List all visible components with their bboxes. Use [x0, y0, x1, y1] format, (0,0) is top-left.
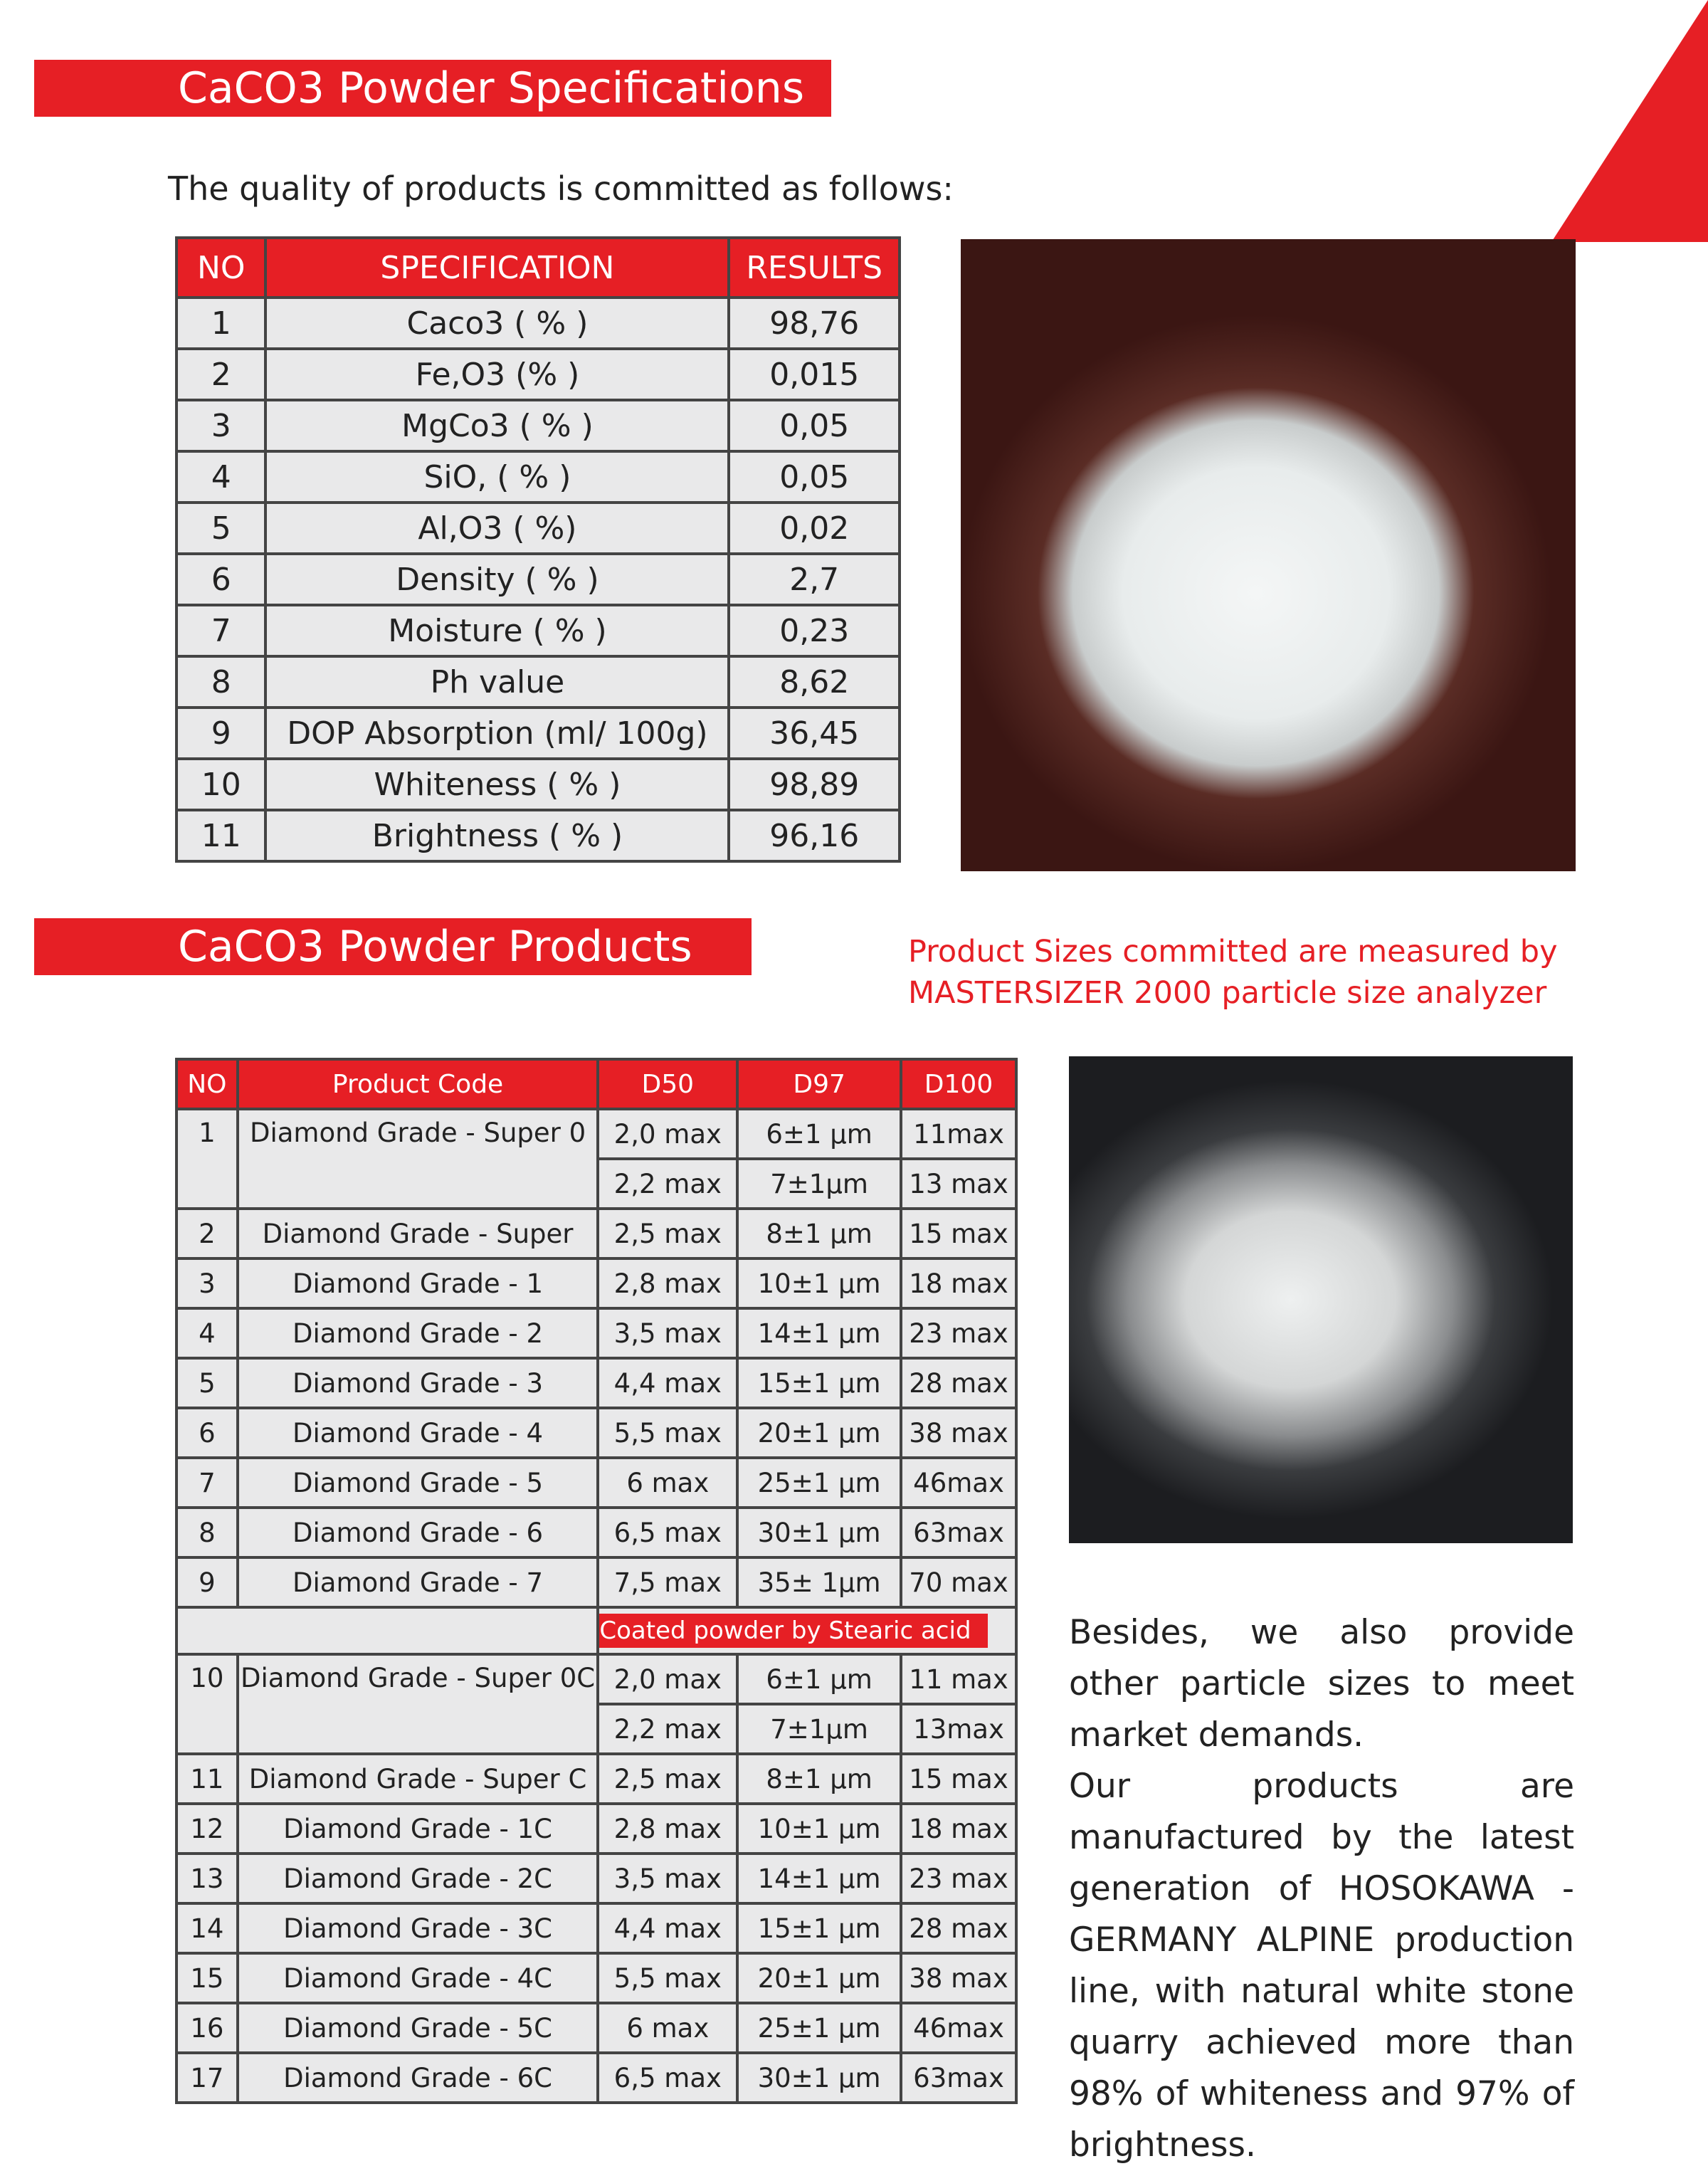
product-code-cell: Diamond Grade - 4C: [238, 1953, 599, 2003]
result-cell: 98,89: [729, 759, 900, 810]
table-row: [176, 298, 900, 349]
header-no: NO: [176, 1059, 238, 1109]
product-code-cell: Diamond Grade - 4: [238, 1408, 599, 1458]
specification-cell: Ph value: [265, 656, 729, 708]
no-cell: 12: [176, 1804, 238, 1854]
d97-cell: 30±1 µm: [737, 2053, 901, 2103]
no-cell: 13: [176, 1854, 238, 1903]
no-cell: 4: [176, 451, 265, 503]
table-row: [176, 1109, 1016, 1159]
d100-cell: 15 max: [901, 1754, 1016, 1804]
d50-cell: 2,8 max: [598, 1258, 737, 1308]
table-row: [176, 1209, 1016, 1258]
d97-cell: 35± 1µm: [737, 1557, 901, 1607]
no-cell: 11: [176, 1754, 238, 1804]
d50-cell: 2,0 max: [598, 1654, 737, 1704]
product-code-cell: Diamond Grade - Super: [238, 1209, 599, 1258]
no-cell: 4: [176, 1308, 238, 1358]
table-row: [176, 1557, 1016, 1607]
intro-text: The quality of products is committed as follows:: [168, 169, 954, 208]
d97-cell: 6±1 µm: [737, 1654, 901, 1704]
table-row: [176, 759, 900, 810]
table-row: [176, 605, 900, 656]
result-cell: 98,76: [729, 298, 900, 349]
table-row: [176, 451, 900, 503]
specification-cell: Brightness ( % ): [265, 810, 729, 861]
d50-cell: 2,0 max: [598, 1109, 737, 1159]
no-cell: 10: [176, 759, 265, 810]
no-cell: 14: [176, 1903, 238, 1953]
table-row: [176, 400, 900, 451]
d50-cell: 2,5 max: [598, 1754, 737, 1804]
d100-cell: 23 max: [901, 1854, 1016, 1903]
specifications-body: [176, 298, 900, 861]
product-code-cell: Diamond Grade - 3C: [238, 1903, 599, 1953]
no-cell: 17: [176, 2053, 238, 2103]
product-code-cell: Diamond Grade - 1C: [238, 1804, 599, 1854]
specification-cell: SiO, ( % ): [265, 451, 729, 503]
d100-cell: 11max: [901, 1109, 1016, 1159]
d50-cell: 5,5 max: [598, 1408, 737, 1458]
d97-cell: 14±1 µm: [737, 1854, 901, 1903]
no-cell: 11: [176, 810, 265, 861]
table-row: [176, 1308, 1016, 1358]
no-cell: 5: [176, 503, 265, 554]
d97-cell: 20±1 µm: [737, 1408, 901, 1458]
d97-cell: 30±1 µm: [737, 1508, 901, 1557]
products-table: [175, 1058, 1018, 2104]
d50-cell: 2,8 max: [598, 1804, 737, 1854]
d50-cell: 3,5 max: [598, 1308, 737, 1358]
table-row: [176, 810, 900, 861]
no-cell: 1: [176, 298, 265, 349]
table-row: [176, 1804, 1016, 1854]
d50-cell: 7,5 max: [598, 1557, 737, 1607]
product-code-cell: Diamond Grade - 2: [238, 1308, 599, 1358]
table-row: [176, 1953, 1016, 2003]
d50-cell: 2,2 max: [598, 1159, 737, 1209]
description: [1069, 1607, 1574, 2171]
header-d100: D100: [901, 1059, 1016, 1109]
no-cell: 10: [176, 1654, 238, 1754]
d97-cell: 7±1µm: [737, 1159, 901, 1209]
d50-cell: 2,2 max: [598, 1704, 737, 1754]
result-cell: 2,7: [729, 554, 900, 605]
measurement-note-line1: Product Sizes committed are measured by: [908, 934, 1558, 969]
d50-cell: 6,5 max: [598, 2053, 737, 2103]
product-code-cell: Diamond Grade - 5C: [238, 2003, 599, 2053]
table-row: [176, 349, 900, 400]
specification-cell: Density ( % ): [265, 554, 729, 605]
result-cell: 0,05: [729, 451, 900, 503]
result-cell: 96,16: [729, 810, 900, 861]
d97-cell: 8±1 µm: [737, 1754, 901, 1804]
table-row: [176, 708, 900, 759]
header-results: RESULTS: [729, 238, 900, 298]
d50-cell: 6 max: [598, 1458, 737, 1508]
specification-cell: MgCo3 ( % ): [265, 400, 729, 451]
specification-cell: Moisture ( % ): [265, 605, 729, 656]
no-cell: 6: [176, 1408, 238, 1458]
product-code-cell: Diamond Grade - 6C: [238, 2053, 599, 2103]
table-row: [176, 1508, 1016, 1557]
d97-cell: 25±1 µm: [737, 2003, 901, 2053]
coated-divider-row: [176, 1607, 1016, 1654]
result-cell: 0,05: [729, 400, 900, 451]
table-row: [176, 1358, 1016, 1408]
table-header-row: [176, 238, 900, 298]
header-specification: SPECIFICATION: [265, 238, 729, 298]
table-row: [176, 1903, 1016, 1953]
d50-cell: 3,5 max: [598, 1854, 737, 1903]
result-cell: 8,62: [729, 656, 900, 708]
products-body: [176, 1109, 1016, 2103]
no-cell: 5: [176, 1358, 238, 1408]
d100-cell: 13 max: [901, 1159, 1016, 1209]
specification-cell: Al,O3 ( %): [265, 503, 729, 554]
d100-cell: 18 max: [901, 1804, 1016, 1854]
header-no: NO: [176, 238, 265, 298]
result-cell: 0,015: [729, 349, 900, 400]
d100-cell: 70 max: [901, 1557, 1016, 1607]
header-d50: D50: [598, 1059, 737, 1109]
d100-cell: 15 max: [901, 1209, 1016, 1258]
table-row: [176, 554, 900, 605]
d97-cell: 20±1 µm: [737, 1953, 901, 2003]
d97-cell: 10±1 µm: [737, 1258, 901, 1308]
product-code-cell: Diamond Grade - 3: [238, 1358, 599, 1408]
result-cell: 36,45: [729, 708, 900, 759]
no-cell: 3: [176, 400, 265, 451]
table-row: [176, 1408, 1016, 1458]
table-row: [176, 656, 900, 708]
description-paragraph-1: Besides, we also provide other particle sizes to meet market demands.: [1069, 1613, 1574, 1755]
no-cell: 6: [176, 554, 265, 605]
measurement-note-line2: MASTERSIZER 2000 particle size analyzer: [908, 975, 1547, 1011]
specification-cell: Whiteness ( % ): [265, 759, 729, 810]
table-row: [176, 2003, 1016, 2053]
product-code-cell: Diamond Grade - 5: [238, 1458, 599, 1508]
d97-cell: 15±1 µm: [737, 1903, 901, 1953]
no-cell: 8: [176, 1508, 238, 1557]
description-paragraph-2: Our products are manufactured by the latest generation of HOSOKAWA - GERMANY ALPINE production line, with natural white stone quarry achieved more than 98% of whiteness and 97% of brightness.: [1069, 1767, 1574, 2165]
specification-cell: Caco3 ( % ): [265, 298, 729, 349]
table-header-row: [176, 1059, 1016, 1109]
d100-cell: 11 max: [901, 1654, 1016, 1704]
result-cell: 0,23: [729, 605, 900, 656]
product-code-cell: Diamond Grade - Super 0: [238, 1109, 599, 1209]
no-cell: 9: [176, 1557, 238, 1607]
coated-label: Coated powder by Stearic acid: [599, 1614, 988, 1648]
coated-label-cell: [598, 1607, 1016, 1654]
d100-cell: 13max: [901, 1704, 1016, 1754]
d100-cell: 46max: [901, 1458, 1016, 1508]
d50-cell: 4,4 max: [598, 1903, 737, 1953]
no-cell: 15: [176, 1953, 238, 2003]
powder-photo-1: [961, 239, 1576, 871]
d50-cell: 4,4 max: [598, 1358, 737, 1408]
d100-cell: 38 max: [901, 1408, 1016, 1458]
d100-cell: 63max: [901, 2053, 1016, 2103]
corner-decoration: [1523, 0, 1708, 242]
no-cell: 2: [176, 1209, 238, 1258]
d100-cell: 28 max: [901, 1903, 1016, 1953]
products-title: CaCO3 Powder Products: [34, 918, 752, 975]
header-product-code: Product Code: [238, 1059, 599, 1109]
d50-cell: 5,5 max: [598, 1953, 737, 2003]
no-cell: 2: [176, 349, 265, 400]
no-cell: 7: [176, 605, 265, 656]
header-d97: D97: [737, 1059, 901, 1109]
table-row: [176, 1854, 1016, 1903]
table-row: [176, 1458, 1016, 1508]
d100-cell: 63max: [901, 1508, 1016, 1557]
d100-cell: 18 max: [901, 1258, 1016, 1308]
d97-cell: 6±1 µm: [737, 1109, 901, 1159]
product-code-cell: Diamond Grade - 7: [238, 1557, 599, 1607]
d97-cell: 7±1µm: [737, 1704, 901, 1754]
product-code-cell: Diamond Grade - 1: [238, 1258, 599, 1308]
result-cell: 0,02: [729, 503, 900, 554]
specification-cell: Fe,O3 (% ): [265, 349, 729, 400]
table-row: [176, 1258, 1016, 1308]
table-row: [176, 2053, 1016, 2103]
d50-cell: 6,5 max: [598, 1508, 737, 1557]
product-code-cell: Diamond Grade - 6: [238, 1508, 599, 1557]
d97-cell: 10±1 µm: [737, 1804, 901, 1854]
table-row: [176, 1654, 1016, 1704]
table-row: [176, 503, 900, 554]
d97-cell: 14±1 µm: [737, 1308, 901, 1358]
product-code-cell: Diamond Grade - Super 0C: [238, 1654, 599, 1754]
no-cell: 8: [176, 656, 265, 708]
no-cell: 1: [176, 1109, 238, 1209]
d97-cell: 25±1 µm: [737, 1458, 901, 1508]
d100-cell: 38 max: [901, 1953, 1016, 2003]
no-cell: 9: [176, 708, 265, 759]
specifications-title: CaCO3 Powder Specifications: [34, 60, 831, 117]
d50-cell: 2,5 max: [598, 1209, 737, 1258]
no-cell: 16: [176, 2003, 238, 2053]
d100-cell: 28 max: [901, 1358, 1016, 1408]
d100-cell: 23 max: [901, 1308, 1016, 1358]
empty-cell: [176, 1607, 598, 1654]
d97-cell: 15±1 µm: [737, 1358, 901, 1408]
measurement-note: [908, 931, 1558, 1014]
table-row: [176, 1754, 1016, 1804]
specifications-table: [175, 236, 901, 863]
d50-cell: 6 max: [598, 2003, 737, 2053]
powder-photo-2: [1069, 1056, 1573, 1543]
product-code-cell: Diamond Grade - 2C: [238, 1854, 599, 1903]
d97-cell: 8±1 µm: [737, 1209, 901, 1258]
no-cell: 3: [176, 1258, 238, 1308]
specification-cell: DOP Absorption (ml/ 100g): [265, 708, 729, 759]
product-code-cell: Diamond Grade - Super C: [238, 1754, 599, 1804]
d100-cell: 46max: [901, 2003, 1016, 2053]
no-cell: 7: [176, 1458, 238, 1508]
